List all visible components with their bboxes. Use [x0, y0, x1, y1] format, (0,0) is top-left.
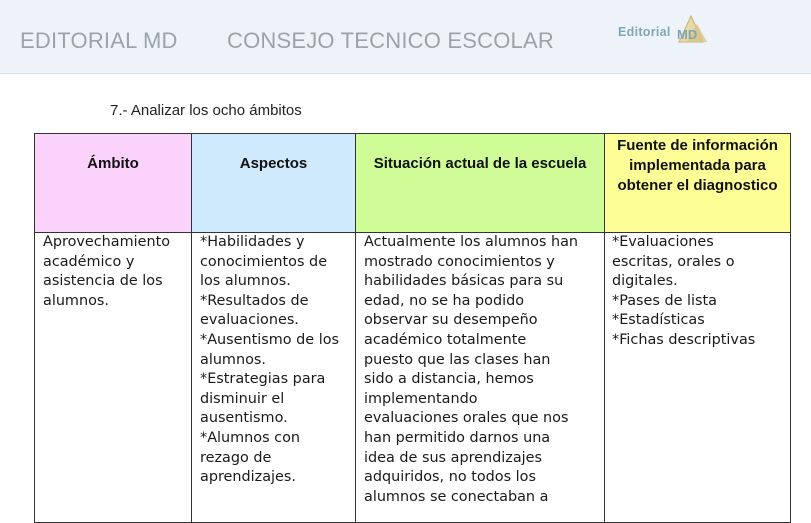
cell-aspectos: *Habilidades y conocimientos de los alumnos. *Resultados de evaluaciones. *Ausentismo de los alumnos. *Estrategias para disminuir el ausentismo. *Alumnos con rezago de aprendizajes.: [192, 233, 356, 523]
table-row: [35, 233, 791, 523]
logo-mark-text: MD: [677, 27, 698, 42]
header-ambito: Ámbito: [35, 134, 192, 233]
header-situacion: Situación actual de la escuela: [356, 134, 605, 233]
logo-mark-icon: [673, 12, 709, 46]
cell-situacion: Actualmente los alumnos han mostrado conocimientos y habilidades básicas para su edad, no se ha podido observar su desempeño académico totalmente puesto que las clases han sido a distancia, hemos implementando evaluaciones orales que nos han permitido darnos una idea de sus aprendizajes adquiridos, no todos los alumnos se conectaban a: [356, 233, 605, 523]
logo-text: Editorial: [618, 25, 671, 39]
cell-ambito: Aprovechamiento académico y asistencia de los alumnos.: [35, 233, 192, 523]
editorial-logo: [618, 12, 708, 48]
page-header: [0, 0, 811, 74]
table-header-row: [35, 134, 791, 233]
document-title: CONSEJO TECNICO ESCOLAR: [227, 28, 554, 53]
brand-name: EDITORIAL MD: [20, 28, 178, 53]
header-aspectos: Aspectos: [192, 134, 356, 233]
section-title: 7.- Analizar los ocho ámbitos: [110, 102, 302, 119]
ambitos-table: [34, 133, 791, 523]
cell-fuente: *Evaluaciones escritas, orales o digitales. *Pases de lista *Estadísticas *Fichas descriptivas: [605, 233, 791, 523]
header-fuente: Fuente de información implementada para obtener el diagnostico: [605, 134, 791, 233]
